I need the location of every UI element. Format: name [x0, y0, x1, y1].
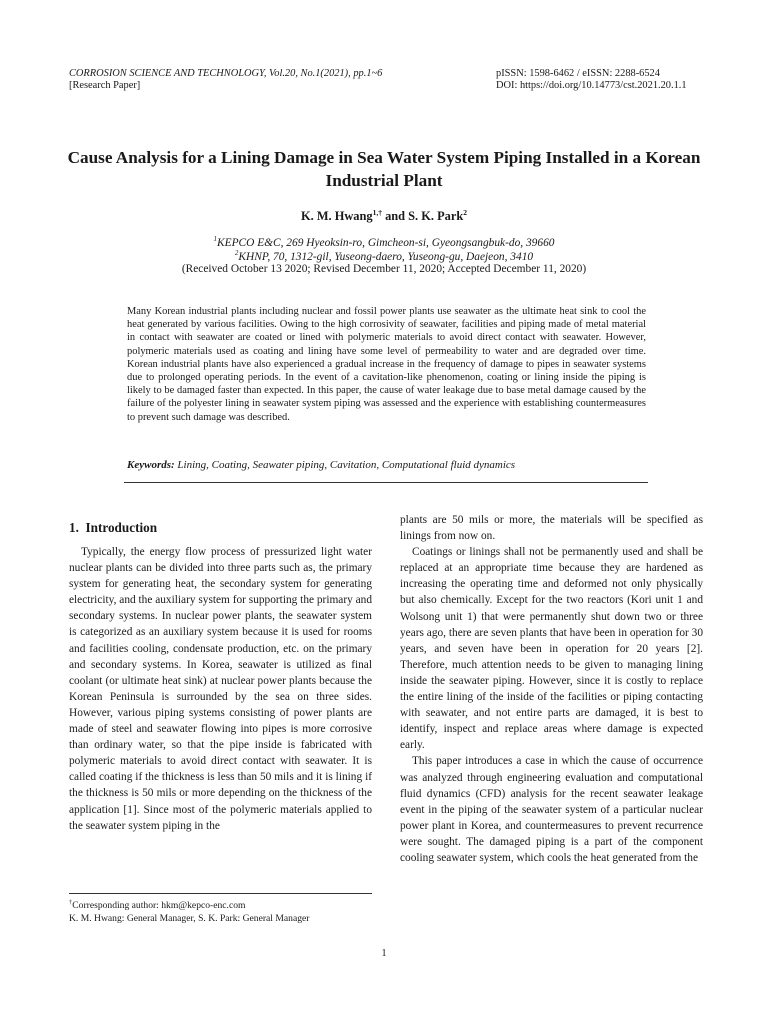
journal-citation: CORROSION SCIENCE AND TECHNOLOGY, Vol.20, No.1(2021), pp.1~6 [69, 68, 383, 79]
author-and: and [381, 209, 409, 224]
affiliation-1-text: KEPCO E&C, 269 Hyeoksin-ro, Gimcheon-si, Gyeongsangbuk-do, 39660 [217, 236, 555, 249]
intro-paragraph-1-continued: plants are 50 mils or more, the materials will be specified as linings from now on. [400, 514, 703, 543]
running-header-right [496, 68, 736, 92]
corresponding-author-text: Corresponding author: hkm@kepco-enc.com [72, 900, 246, 912]
paper-title: Cause Analysis for a Lining Damage in Sea Water System Piping Installed in a Korean Industrial Plant [67, 148, 701, 190]
author-positions: K. M. Hwang: General Manager, S. K. Park: General Manager [69, 913, 310, 925]
author-line [0, 208, 768, 224]
page-number: 1 [381, 948, 387, 959]
doi-link[interactable]: DOI: https://doi.org/10.14773/cst.2021.20.1.1 [496, 80, 687, 91]
intro-paragraph-1: Typically, the energy flow process of pressurized light water nuclear plants can be divided into three parts such as, the primary system for generating heat, the secondary system for generating electricity, and the auxiliary system for supporting the primary and secondary systems. In nuclear power plants, the seawater system is categorized as an auxiliary system because it is used for rooms and facilities cooling, condensate production, etc. on the primary and secondary systems. In Korea, seawater is utilized as final coolant (or ultimate heat sink) at nuclear power plants because the Korean Peninsula is surrounded by the sea on three sides. However, various piping systems consisting of power plants are made of steel and seawater flowing into pipes is more corrosive than ordinary water, so that the pipe inside is fabricated with polymeric materials to avoid direct contact with seawater. It is called coating if the thickness is less than 50 mils and it is lining if the thickness is 50 mils or more depending on the thickness of the application [1]. Since most of the polymeric materials applied to the seawater system piping in the [69, 546, 372, 832]
affiliation-2 [0, 246, 768, 264]
footnotes [69, 896, 379, 925]
author-1-sup: 1,† [372, 208, 382, 217]
affiliation-1-sup: 1 [213, 235, 218, 243]
right-column [400, 512, 703, 866]
author-2-sup: 2 [463, 208, 467, 217]
keywords-divider [124, 482, 648, 483]
affiliation-2-sup: 2 [234, 249, 239, 257]
intro-paragraph-2: Coatings or linings shall not be permanently used and shall be replaced at an appropriate time because they are hardened as increasing the operating time and deformed not only physically but also chemically. Except for the two reactors (Kori unit 1 and Wolsong unit 1) that were permanently shut down two or three years ago, there are seven plants that have been in operation for 30 years, and seven have been in operation for 20 years [2]. Therefore, much attention needs to be given to managing lining inside the seawater piping. However, since it is costly to replace the entire lining of the inside of the facilities or piping contacting with seawater, and not entire parts are damaged, it is best to identify, inspect and replace areas where damage is expected early. [400, 546, 703, 752]
author-1: K. M. Hwang [301, 209, 373, 224]
corresponding-author [69, 896, 379, 912]
paper-type: [Research Paper] [69, 80, 141, 91]
keywords [127, 459, 646, 471]
running-header-left [69, 68, 469, 92]
left-column [69, 544, 372, 834]
section-heading-introduction: 1. Introduction [69, 520, 158, 535]
intro-paragraph-3: This paper introduces a case in which the cause of occurrence was analyzed through engineering evaluation and computational fluid dynamics (CFD) analysis for the recent seawater leakage event in the piping of the seawater system of a particular nuclear power plant in Korea, and countermeasures to prevent recurrence were sought. The damaged piping is a part of the component cooling seawater system, which cools the heat generated from the [400, 755, 703, 864]
received-dates: (Received October 13 2020; Revised December 11, 2020; Accepted December 11, 2020) [181, 263, 587, 275]
affiliation-2-text: KHNP, 70, 1312-gil, Yuseong-daero, Yuseong-gu, Daejeon, 3410 [238, 250, 534, 263]
abstract: Many Korean industrial plants including nuclear and fossil power plants use seawater as the ultimate heat sink to cool the heat generated by various facilities. Owing to the high corrosivity of seawater, facilities and piping made of metal material in contact with seawater are coated or lined with polymeric materials to avoid direct contact with seawater. However, polymeric materials used as coating and lining have some level of permeability to water and are degraded over time. Korean industrial plants have also experienced a gradual increase in the frequency of damage to pipes in seawater systems due to prolonged operating periods. In the event of a cavitation-like phenomenon, coating or lining inside the piping is likely to be damaged faster than expected. In this paper, the cause of water leakage due to base metal damage caused by the failure of the polyester lining in seawater system piping was assessed and the experience with establishing countermeasures to prevent such damage was described. [127, 306, 646, 423]
author-2: S. K. Park [408, 209, 464, 224]
footnote-divider [69, 893, 372, 894]
issn: pISSN: 1598-6462 / eISSN: 2288-6524 [496, 68, 660, 79]
keywords-text: Lining, Coating, Seawater piping, Cavitation, Computational fluid dynamics [174, 459, 516, 471]
keywords-label: Keywords: [127, 459, 175, 471]
dagger-sup: † [69, 899, 73, 906]
